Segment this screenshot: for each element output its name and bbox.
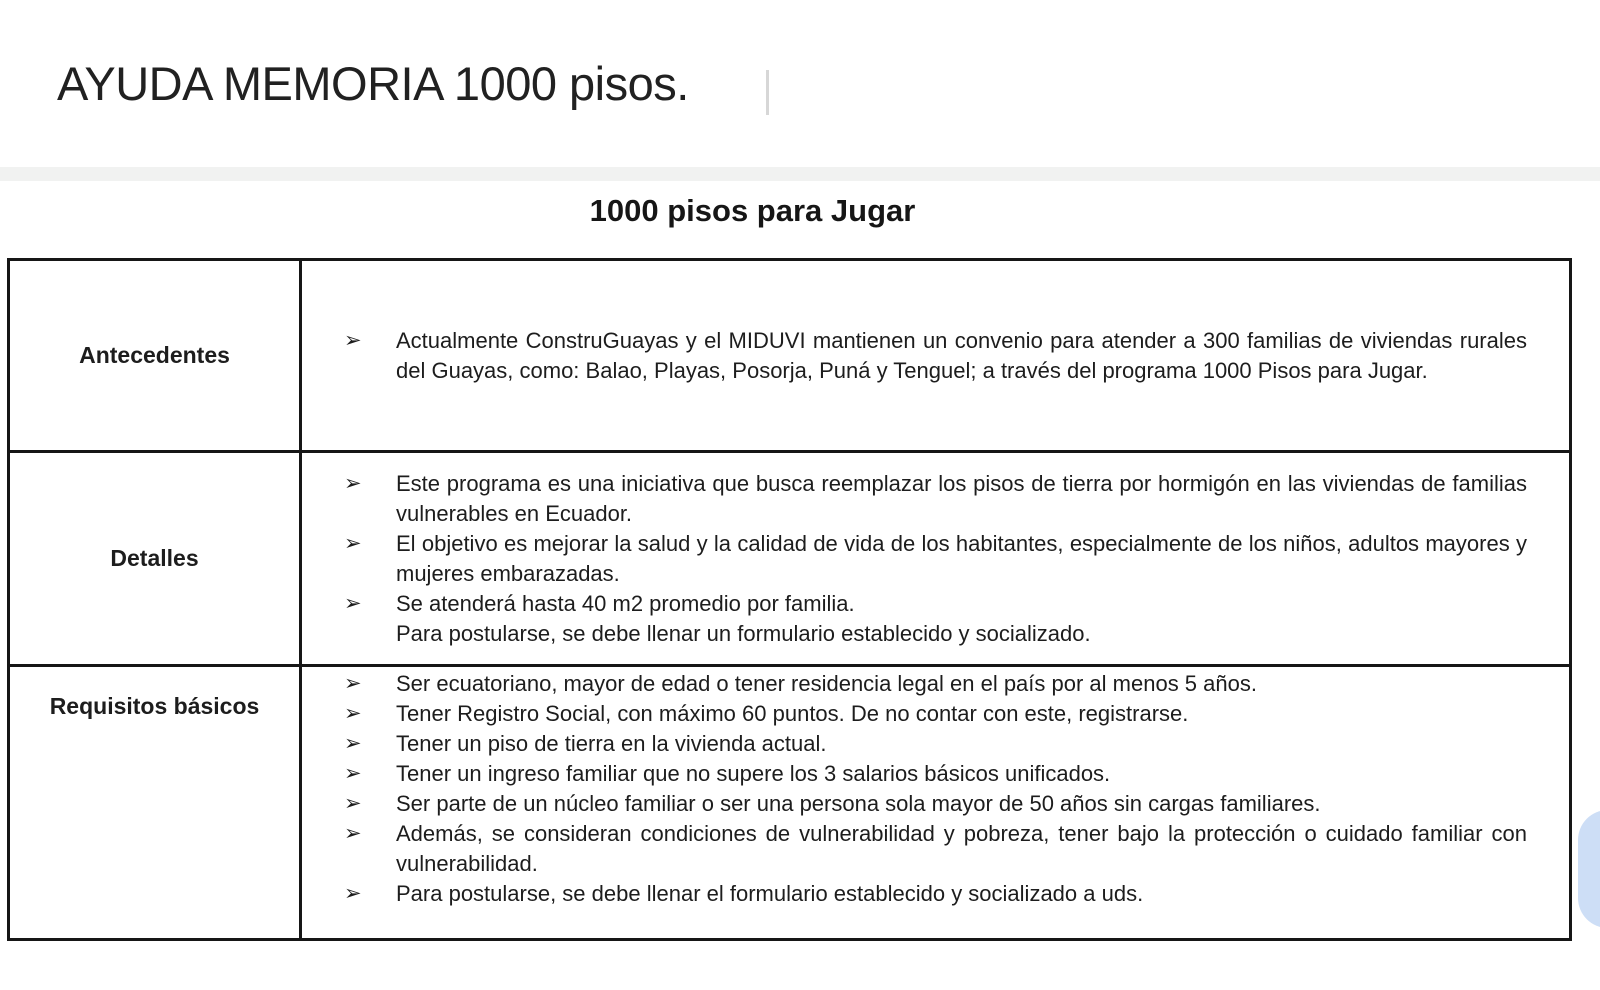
table-heading-row [0,193,1505,229]
list-item [302,326,1527,386]
arrow-bullet-icon: ➢ [344,471,362,495]
row-content-requisitos-basicos [302,664,1569,938]
bullet-text: Además, se consideran condiciones de vulnerabilidad y pobreza, tener bajo la protección o cuidado familiar con vulnerabilidad. [396,821,1527,876]
bullet-text-continuation: Para postularse, se debe llenar un formulario establecido y socializado. [396,620,1091,646]
bullet-text: Tener un ingreso familiar que no supere los 3 salarios básicos unificados. [396,761,1111,786]
arrow-bullet-icon: ➢ [344,792,362,815]
bullet-text: Se atenderá hasta 40 m2 promedio por familia. [396,590,855,616]
bullet-text: Tener un piso de tierra en la vivienda actual. [396,731,827,756]
bullet-text: El objetivo es mejorar la salud y la calidad de vida de los habitantes, especialmente de los niños, adultos mayores y mujeres embarazadas. [396,530,1527,586]
bullet-text: Para postularse, se debe llenar el formulario establecido y socializado a uds. [396,881,1144,906]
arrow-bullet-icon: ➢ [344,328,362,352]
row-label-requisitos-basicos [10,664,302,938]
list-item [302,759,1527,789]
arrow-bullet-icon: ➢ [344,531,362,555]
table-heading: 1000 pisos para Jugar [589,193,916,228]
bullet-text: Actualmente ConstruGuayas y el MIDUVI mantienen un convenio para atender a 300 familias de viviendas rurales del Guayas, como: Balao, Playas, Posorja, Puná y Tenguel; a través del programa 1000 Pisos para Jugar. [396,327,1527,383]
bullet-text: Este programa es una iniciativa que busca reemplazar los pisos de tierra por hormigón en las viviendas de familias vulnerables en Ecuador. [396,470,1527,526]
row-label-antecedentes [10,261,302,450]
row-content-antecedentes [302,261,1569,450]
list-item [302,669,1527,699]
arrow-bullet-icon: ➢ [344,762,362,785]
arrow-bullet-icon: ➢ [344,702,362,725]
row-label-text: Detalles [110,545,199,571]
bullet-text: Tener Registro Social, con máximo 60 puntos. De no contar con este, registrarse. [396,701,1189,726]
document-title[interactable]: AYUDA MEMORIA 1000 pisos. [57,57,689,110]
list-item [302,819,1527,879]
arrow-bullet-icon: ➢ [344,882,362,905]
floating-widget[interactable] [1578,810,1600,928]
list-item [302,529,1527,589]
list-item [302,789,1527,819]
arrow-bullet-icon: ➢ [344,732,362,755]
text-cursor [766,70,769,115]
list-item [302,589,1527,619]
bullet-text: Ser parte de un núcleo familiar o ser una persona sola mayor de 50 años sin cargas familiares. [396,791,1321,816]
arrow-bullet-icon: ➢ [344,822,362,845]
row-label-detalles [10,450,302,664]
arrow-bullet-icon: ➢ [344,591,362,615]
list-item [302,469,1527,529]
toolbar-divider [0,167,1600,181]
row-content-detalles [302,450,1569,664]
list-item [302,729,1527,759]
list-item [302,879,1527,909]
info-table [7,258,1572,941]
row-label-text: Antecedentes [79,342,230,368]
bullet-text: Ser ecuatoriano, mayor de edad o tener residencia legal en el país por al menos 5 años. [396,671,1257,696]
arrow-bullet-icon: ➢ [344,672,362,695]
list-item [302,699,1527,729]
row-label-text: Requisitos básicos [49,693,260,719]
